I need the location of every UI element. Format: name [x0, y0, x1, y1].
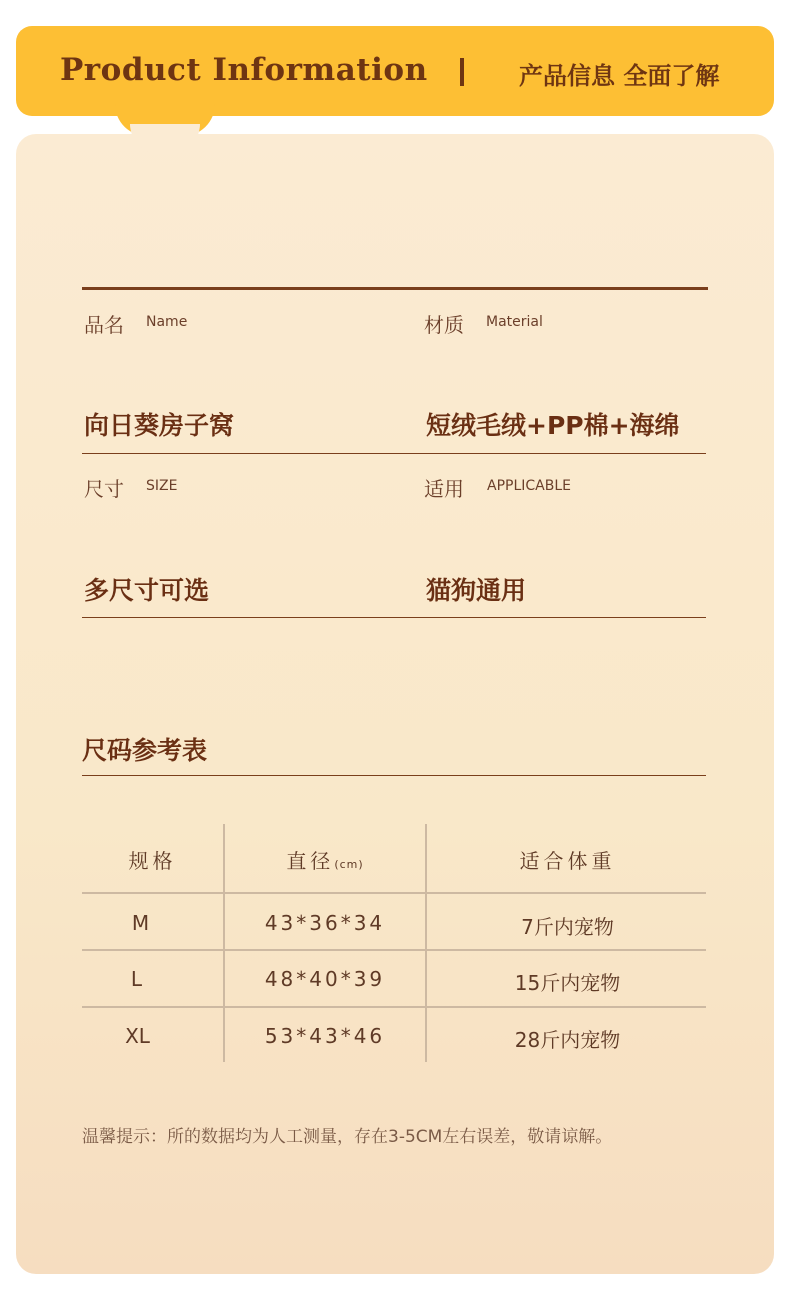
table-header-spec: 规格	[128, 849, 177, 873]
name-value: 向日葵房子窝	[84, 411, 235, 440]
header-subtitle: 产品信息 全面了解	[519, 62, 720, 90]
table-cell-spec: XL	[125, 1024, 150, 1048]
applicable-label: 适用	[424, 477, 464, 501]
info-card	[16, 134, 774, 1274]
size-chart-rule	[82, 775, 706, 776]
table-header-diameter	[225, 845, 425, 874]
diameter-unit: (cm)	[334, 858, 364, 871]
table-cell-spec: M	[131, 911, 150, 935]
name-label: 品名	[84, 313, 124, 337]
table-cell-weight: 15斤内宠物	[514, 971, 621, 995]
size-label-en: SIZE	[146, 478, 178, 494]
size-chart-title: 尺码参考表	[82, 736, 208, 765]
info-divider-1	[82, 453, 706, 454]
table-row-divider-2	[82, 949, 706, 951]
table-cell-diameter: 48*40*39	[264, 967, 386, 991]
table-header-weight: 适合体重	[519, 849, 616, 873]
diameter-header-text: 直径	[286, 849, 335, 873]
applicable-value: 猫狗通用	[426, 576, 527, 605]
table-row-divider-3	[82, 1006, 706, 1008]
disclaimer-note: 温馨提示：所的数据均为人工测量，存在3-5CM左右误差，敬请谅解。	[82, 1127, 613, 1147]
table-cell-weight: 7斤内宠物	[521, 915, 614, 939]
header-separator	[460, 58, 464, 86]
header-title: Product Information	[60, 52, 428, 88]
table-cell-weight: 28斤内宠物	[514, 1028, 621, 1052]
table-cell-diameter: 43*36*34	[264, 911, 386, 935]
top-rule	[82, 287, 708, 290]
info-divider-2	[82, 617, 706, 618]
applicable-label-en: APPLICABLE	[487, 478, 571, 494]
size-value: 多尺寸可选	[84, 576, 210, 605]
table-cell-spec: L	[130, 967, 143, 991]
size-label: 尺寸	[84, 477, 124, 501]
material-label-en: Material	[486, 314, 543, 330]
table-row-divider-1	[82, 892, 706, 894]
material-label: 材质	[424, 313, 464, 337]
name-label-en: Name	[146, 314, 188, 330]
material-value: 短绒毛绒+PP棉+海绵	[426, 411, 680, 440]
table-cell-diameter: 53*43*46	[264, 1024, 386, 1048]
